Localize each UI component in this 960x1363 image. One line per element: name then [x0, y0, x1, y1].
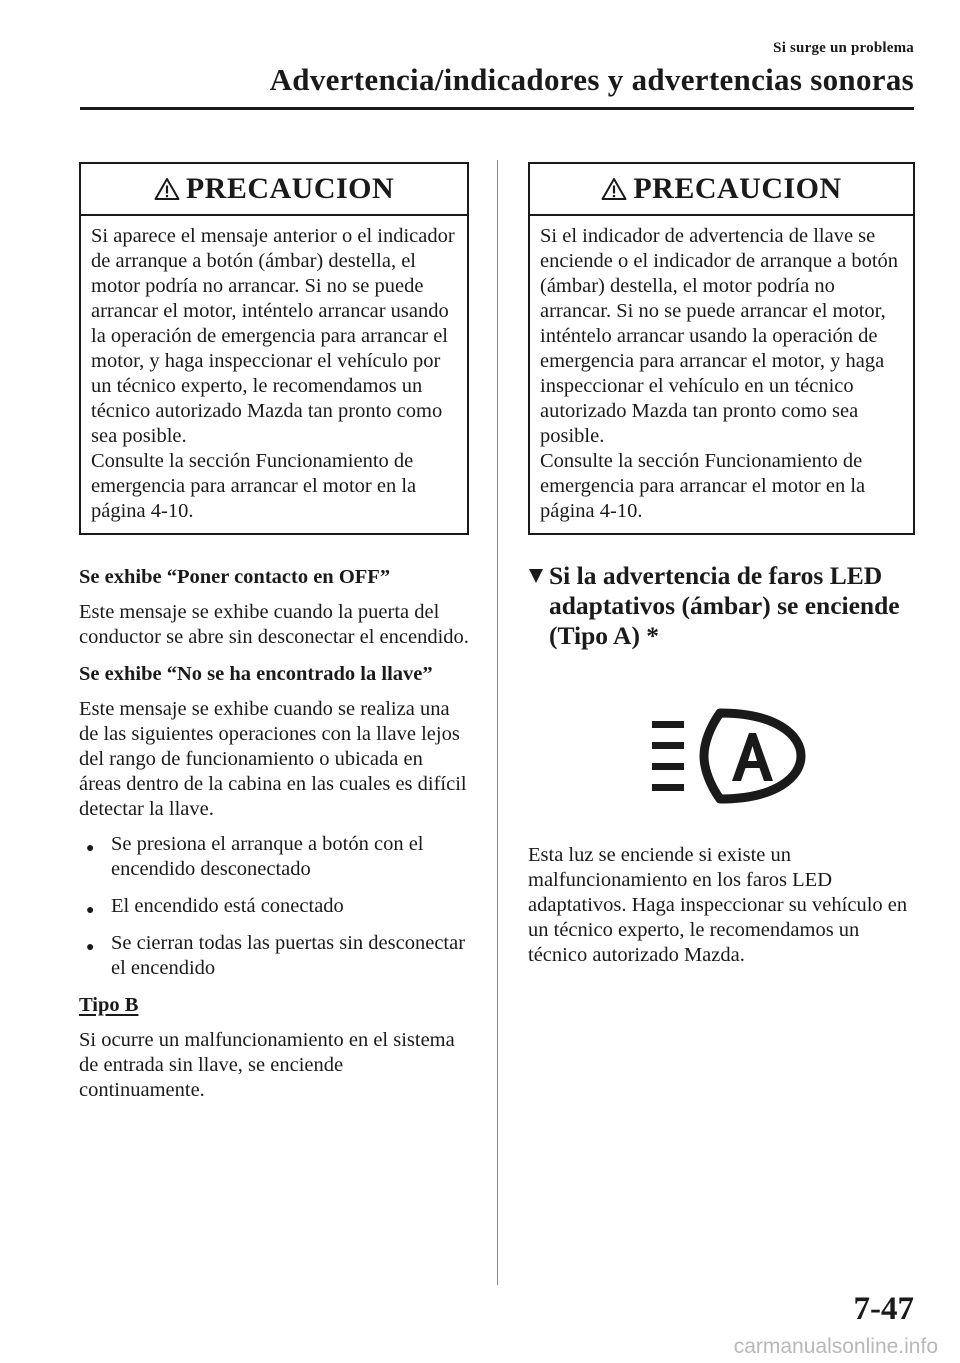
bullet-icon: ● — [86, 903, 95, 918]
caution-text: Si el indicador de advertencia de llave se enciende o el indicador de arranque a botón (ámbar) destella, el motor podría no arrancar. Si no se puede arrancar el motor, inténtelo arrancar usando la operación de emergencia para arrancar el motor, y haga inspeccionar el vehículo en un técnico autorizado Mazda tan pronto como sea posible. — [540, 225, 899, 447]
bullet-icon: ● — [86, 940, 95, 955]
caution-reference: Consulte la sección Funcionamiento de emergencia para arrancar el motor en la página 4-10. — [540, 450, 866, 522]
warning-triangle-icon — [601, 177, 627, 201]
message-heading-off: Se exhibe “Poner contacto en OFF” — [79, 566, 391, 588]
section-label: Si surge un problema — [773, 40, 914, 56]
section-heading-text: Si la advertencia de faros LED adaptativos (ámbar) se enciende (Tipo A) * — [549, 561, 900, 650]
caution-heading — [81, 164, 467, 216]
section-triangle-icon — [528, 568, 544, 584]
caution-box-left — [79, 162, 469, 535]
warning-triangle-icon — [154, 177, 180, 201]
caution-text: Si aparece el mensaje anterior o el indicador de arranque a botón (ámbar) destella, el motor podría no arrancar. Si no se puede arrancar el motor, inténtelo arrancar usando la operación de emergencia para arrancar el motor, y haga inspeccionar el vehículo por un técnico experto, le recomendamos un técnico autorizado Mazda tan pronto como sea posible. — [91, 225, 455, 447]
list-item: ● Se cierran todas las puertas sin desconectar el encendido — [86, 932, 466, 979]
list-item: ● El encendido está conectado — [79, 894, 469, 919]
page-number: 7-47 — [853, 1291, 914, 1327]
header-rule — [80, 107, 914, 110]
message-text-off: Este mensaje se exhibe cuando la puerta del conductor se abre sin desconectar el encendido. — [79, 601, 469, 648]
right-column — [528, 162, 915, 968]
section-heading — [528, 561, 915, 651]
message-text-key: Este mensaje se exhibe cuando se realiza una de las siguientes operaciones con la llave lejos del rango de funcionamiento o ubicada en áreas dentro de la cabina en las cuales es difícil detectar la llave. — [79, 698, 467, 820]
tipo-b-text: Si ocurre un malfuncionamiento en el sistema de entrada sin llave, se enciende continuamente. — [79, 1029, 455, 1101]
caution-heading-text: PRECAUCION — [185, 172, 395, 205]
caution-box-right — [528, 162, 915, 535]
message-heading-key: Se exhibe “No se ha encontrado la llave” — [79, 663, 433, 685]
caution-body — [530, 216, 913, 533]
caution-body — [81, 216, 467, 533]
column-divider — [497, 160, 498, 1285]
led-warning-text: Esta luz se enciende si existe un malfuncionamiento en los faros LED adaptativos. Haga inspeccionar su vehículo en un técnico experto, le recomendamos un técnico autorizado Mazda. — [528, 844, 908, 966]
operation-list — [79, 832, 469, 981]
tipo-b-heading: Tipo B — [79, 994, 139, 1016]
caution-reference: Consulte la sección Funcionamiento de emergencia para arrancar el motor en la página 4-10. — [91, 450, 417, 522]
footer-watermark: carmanualsonline.info — [733, 1335, 938, 1358]
page-title: Advertencia/indicadores y advertencias sonoras — [269, 62, 914, 97]
caution-heading — [530, 164, 913, 216]
caution-heading-text: PRECAUCION — [633, 172, 842, 205]
bullet-icon: ● — [86, 841, 95, 856]
adaptive-led-headlight-warning-icon — [648, 705, 808, 805]
list-item: ● Se presiona el arranque a botón con el encendido desconectado — [86, 833, 424, 880]
left-column — [79, 162, 469, 1103]
